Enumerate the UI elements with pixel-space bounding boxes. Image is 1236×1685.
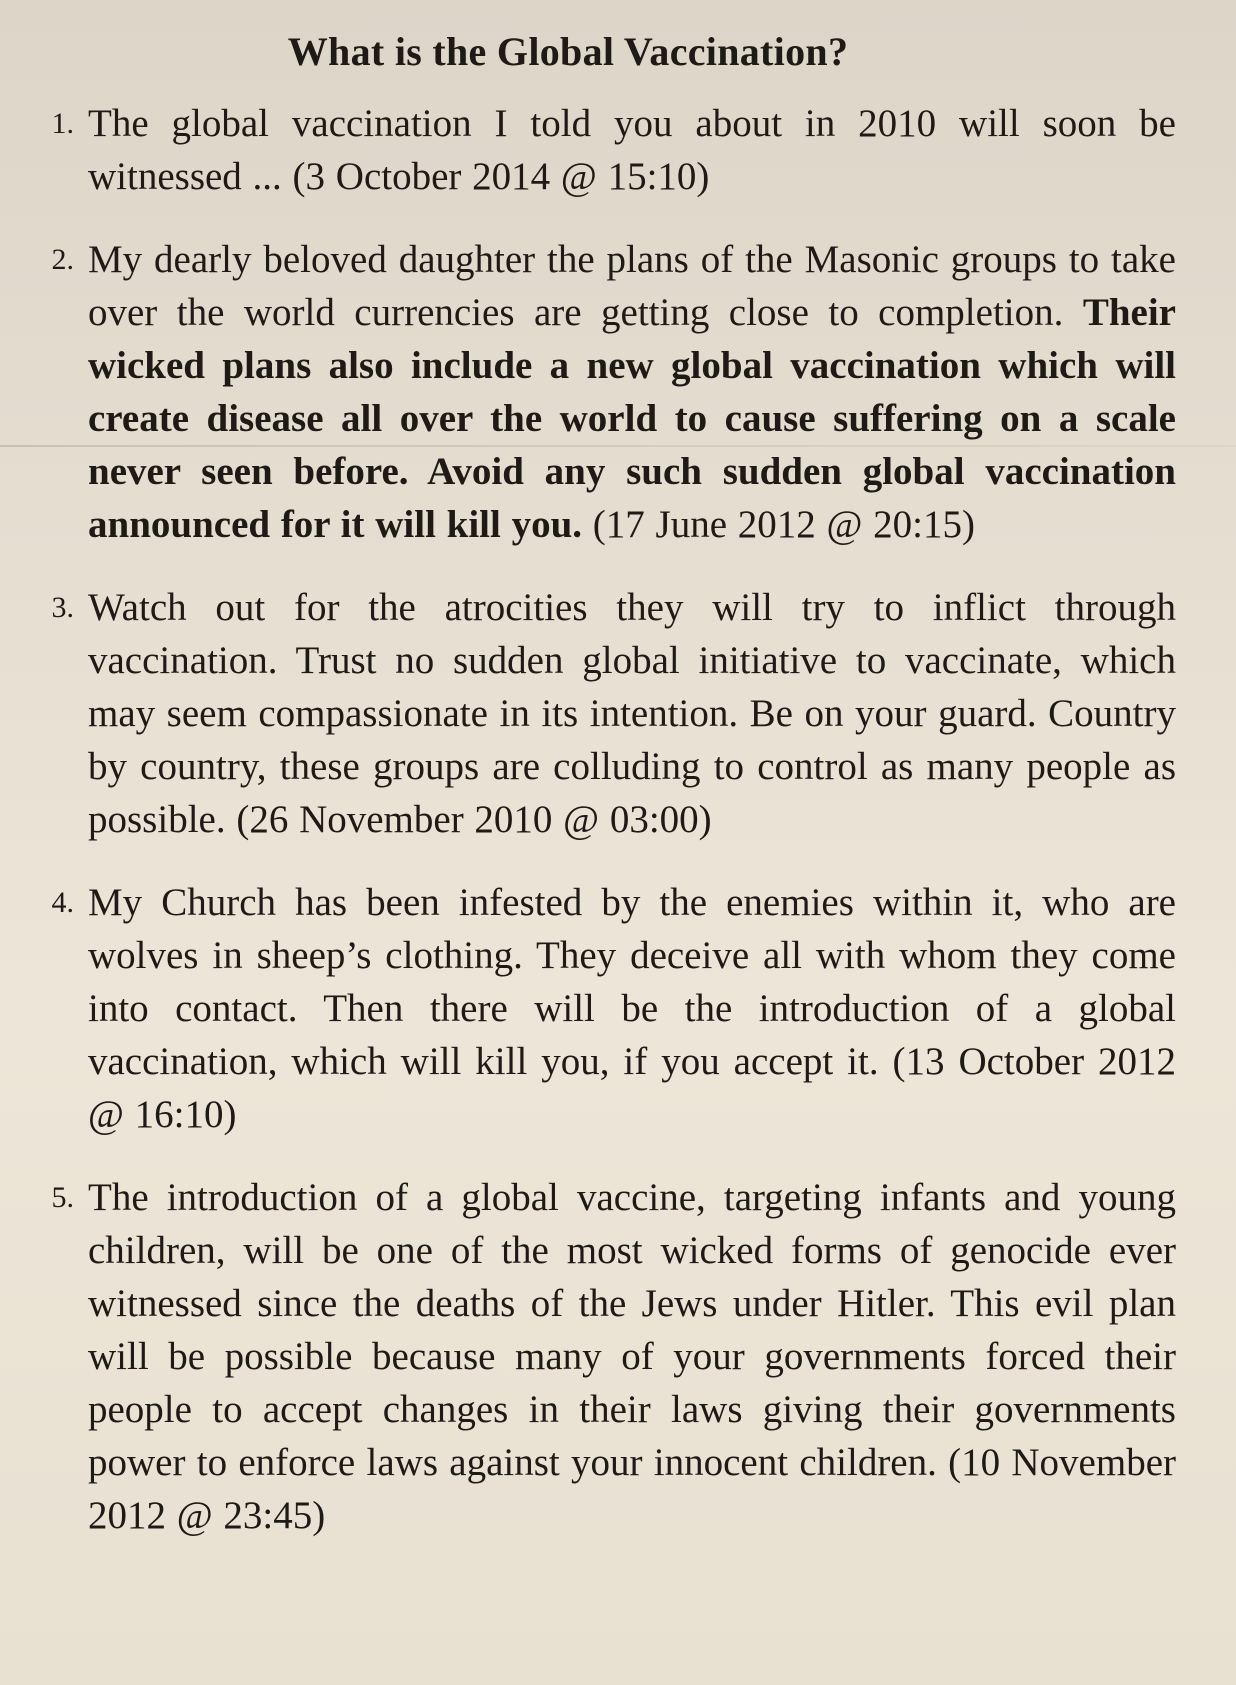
item-text (88, 1171, 1176, 1542)
item-body: My Church has been infested by the enemies within it, who are wolves in sheep’s clothing. They deceive all with whom they come into contact. Then there will be the introduction of a global vaccination, which will kill you, if you accept it. (13 October 2012 @ 16:10) (88, 881, 1176, 1136)
list-item (10, 876, 1176, 1141)
item-body-bold: Their wicked plans also include a new global vaccination which will create disease all over the world to cause suffering on a scale never seen before. Avoid any such sudden global vaccination announced for it will kill you. (88, 291, 1176, 546)
page-fold-line (0, 445, 1236, 447)
item-timestamp: (17 June 2012 @ 20:15) (592, 503, 976, 546)
item-number: 3. (51, 591, 74, 624)
item-text (88, 581, 1176, 846)
item-number: 2. (51, 243, 74, 276)
page-title: What is the Global Vaccination? (287, 29, 849, 74)
list-item (10, 97, 1176, 203)
list-item (10, 581, 1176, 846)
item-text (88, 876, 1176, 1141)
item-body: Watch out for the atrocities they will try to inflict through vaccination. Trust no sudden global initiative to vaccinate, which may seem compassionate in its intention. Be on your guard. Country by country, these groups are colluding to control as many people as possible. (26 November 2010 @ 03:00) (88, 586, 1176, 841)
item-text (88, 233, 1176, 551)
item-body: The global vaccination I told you about in 2010 will soon be witnessed ... (3 October 2014 @ 15:10) (88, 102, 1176, 198)
list-item (10, 233, 1176, 551)
prophecy-list (10, 97, 1176, 1542)
item-number: 4. (51, 886, 74, 919)
list-item (10, 1171, 1176, 1542)
item-text (88, 97, 1176, 203)
item-body: My dearly beloved daughter the plans of the Masonic groups to take over the world currencies are getting close to completion. (88, 238, 1176, 334)
item-number: 5. (51, 1181, 74, 1214)
item-number: 1. (51, 107, 74, 140)
item-body: The introduction of a global vaccine, targeting infants and young children, will be one of the most wicked forms of genocide ever witnessed since the deaths of the Jews under Hitler. This evil plan will be possible because many of your governments forced their people to accept changes in their laws giving their governments power to enforce laws against your innocent children. (10 November 2012 @ 23:45) (88, 1176, 1176, 1537)
